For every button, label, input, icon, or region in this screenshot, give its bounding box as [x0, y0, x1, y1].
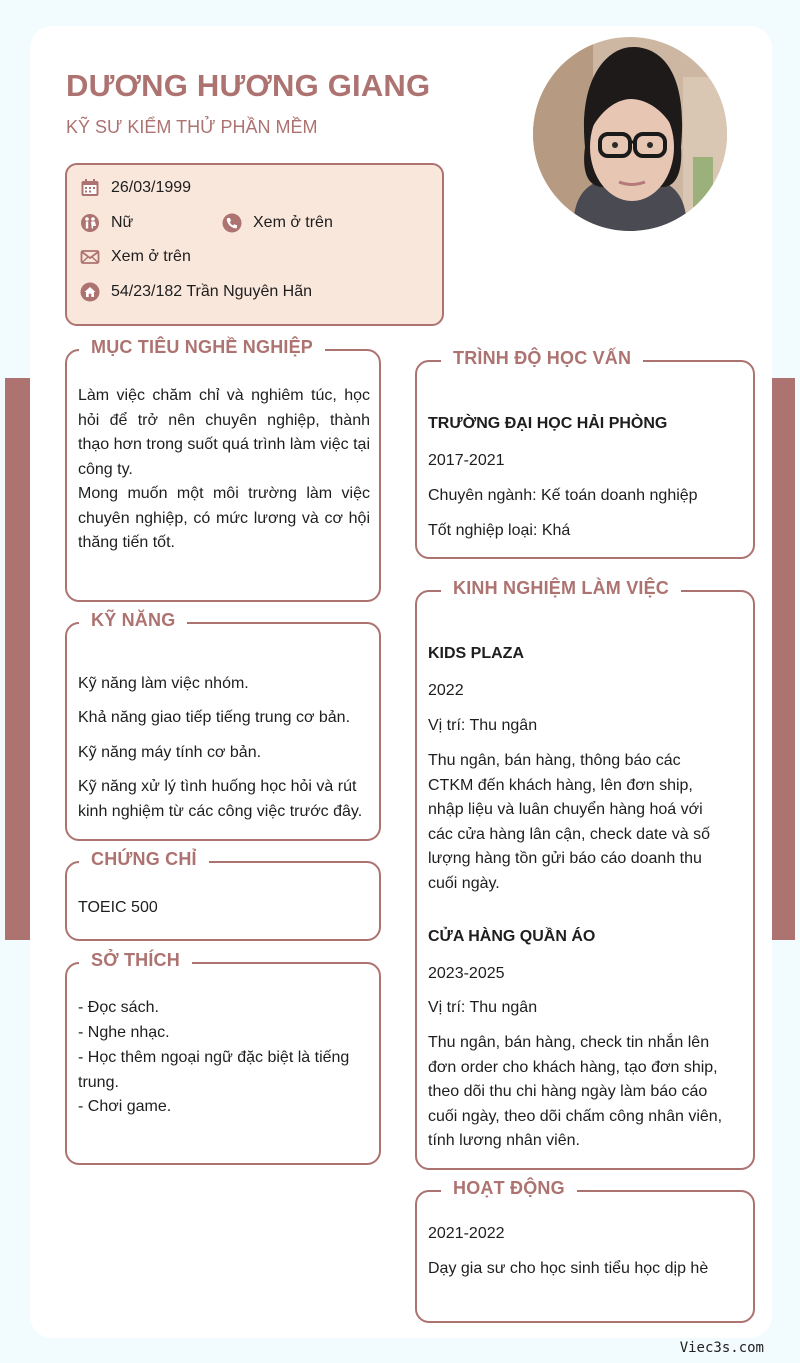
objective-heading: MỤC TIÊU NGHỀ NGHIỆP: [79, 337, 325, 358]
activity-period: 2021-2022: [428, 1225, 505, 1242]
contact-gender-row: [79, 212, 133, 234]
candidate-job-title: KỸ SƯ KIỂM THỬ PHẦN MỀM: [66, 117, 318, 137]
skill-item: Kỹ năng máy tính cơ bản.: [78, 744, 262, 761]
site-watermark: Viec3s.com: [679, 1340, 764, 1356]
candidate-name: DƯƠNG HƯƠNG GIANG: [66, 68, 431, 103]
certificates-heading: CHỨNG CHỈ: [79, 849, 209, 870]
job-position: Vị trí: Thu ngân: [428, 999, 538, 1016]
objective-section: [65, 337, 381, 602]
education-grade: Tốt nghiệp loại: Khá: [428, 522, 571, 539]
avatar-photo-illustration: [533, 37, 727, 231]
activities-heading: HOẠT ĐỘNG: [441, 1178, 577, 1199]
job-position: Vị trí: Thu ngân: [428, 717, 538, 734]
contact-phone-row: [221, 212, 333, 234]
job-year: 2023-2025: [428, 965, 505, 982]
activities-section: [415, 1178, 755, 1323]
hobbies-section: [65, 950, 381, 1165]
job-company: CỬA HÀNG QUẦN ÁO: [428, 928, 596, 945]
contact-email: Xem ở trên: [111, 248, 191, 265]
hobbies-heading: SỞ THÍCH: [79, 950, 192, 971]
calendar-icon: [79, 177, 101, 199]
education-heading: TRÌNH ĐỘ HỌC VẤN: [441, 348, 643, 369]
experience-section: [415, 578, 755, 1170]
objective-paragraph-2: Mong muốn một môi trường làm việc chuyên nghiệp, có mức lương và cơ hội thăng tiến tốt.: [78, 485, 370, 551]
gender-icon: [79, 212, 101, 234]
hobby-item: - Học thêm ngoại ngữ đặc biệt là tiếng trung.: [78, 1049, 350, 1091]
contact-birthday: 26/03/1999: [111, 179, 192, 196]
certificate-item: TOEIC 500: [78, 899, 158, 916]
phone-icon: [221, 212, 243, 234]
contact-phone: Xem ở trên: [253, 214, 333, 231]
objective-paragraph-1: Làm việc chăm chỉ và nghiêm túc, học hỏi để trở nên chuyên nghiệp, thành thạo hơn trong suốt quá trình làm việc tại công ty.: [78, 387, 370, 478]
contact-gender: Nữ: [111, 214, 134, 231]
contact-birthday-row: [79, 177, 191, 199]
skill-item: Kỹ năng làm việc nhóm.: [78, 675, 249, 692]
contact-address: 54/23/182 Trần Nguyên Hãn: [111, 283, 313, 300]
contact-address-row: [79, 281, 312, 303]
home-icon: [79, 281, 101, 303]
job-year: 2022: [428, 682, 464, 699]
certificates-section: [65, 849, 381, 941]
education-major: Chuyên ngành: Kế toán doanh nghiệp: [428, 487, 698, 504]
hobby-item: - Đọc sách.: [78, 999, 159, 1016]
job-description: Thu ngân, bán hàng, check tin nhắn lên đơn order cho khách hàng, tạo đơn ship, theo dõi thu chi hàng ngày làm báo cáo cuối ngày, theo dõi chấm công nhân viên, tính lương nhân viên.: [428, 1034, 723, 1149]
activity-description: Dạy gia sư cho học sinh tiểu học dịp hè: [428, 1260, 709, 1277]
hobby-item: - Chơi game.: [78, 1098, 172, 1115]
job-description: Thu ngân, bán hàng, thông báo các CTKM đến khách hàng, lên đơn ship, nhập liệu và luân chuyển hàng hoá với các cửa hàng lân cận, check date và số lượng hàng tồn gửi báo cáo doanh thu cuối ngày.: [428, 752, 710, 892]
skills-heading: KỸ NĂNG: [79, 610, 187, 631]
education-period: 2017-2021: [428, 452, 505, 469]
education-school: TRƯỜNG ĐẠI HỌC HẢI PHÒNG: [428, 415, 668, 432]
email-icon: [79, 246, 101, 268]
skills-section: [65, 610, 381, 841]
left-accent-band: [5, 378, 31, 940]
experience-heading: KINH NGHIỆM LÀM VIỆC: [441, 578, 681, 599]
hobby-item: - Nghe nhạc.: [78, 1024, 170, 1041]
avatar: [533, 37, 727, 231]
education-section: [415, 348, 755, 559]
right-accent-band: [771, 378, 795, 940]
job-company: KIDS PLAZA: [428, 645, 524, 662]
contact-info-panel: [65, 163, 444, 326]
skill-item: Khả năng giao tiếp tiếng trung cơ bản.: [78, 709, 351, 726]
skill-item: Kỹ năng xử lý tình huống học hỏi và rút kinh nghiệm từ các công việc trước đây.: [78, 778, 363, 820]
contact-email-row: [79, 246, 191, 268]
